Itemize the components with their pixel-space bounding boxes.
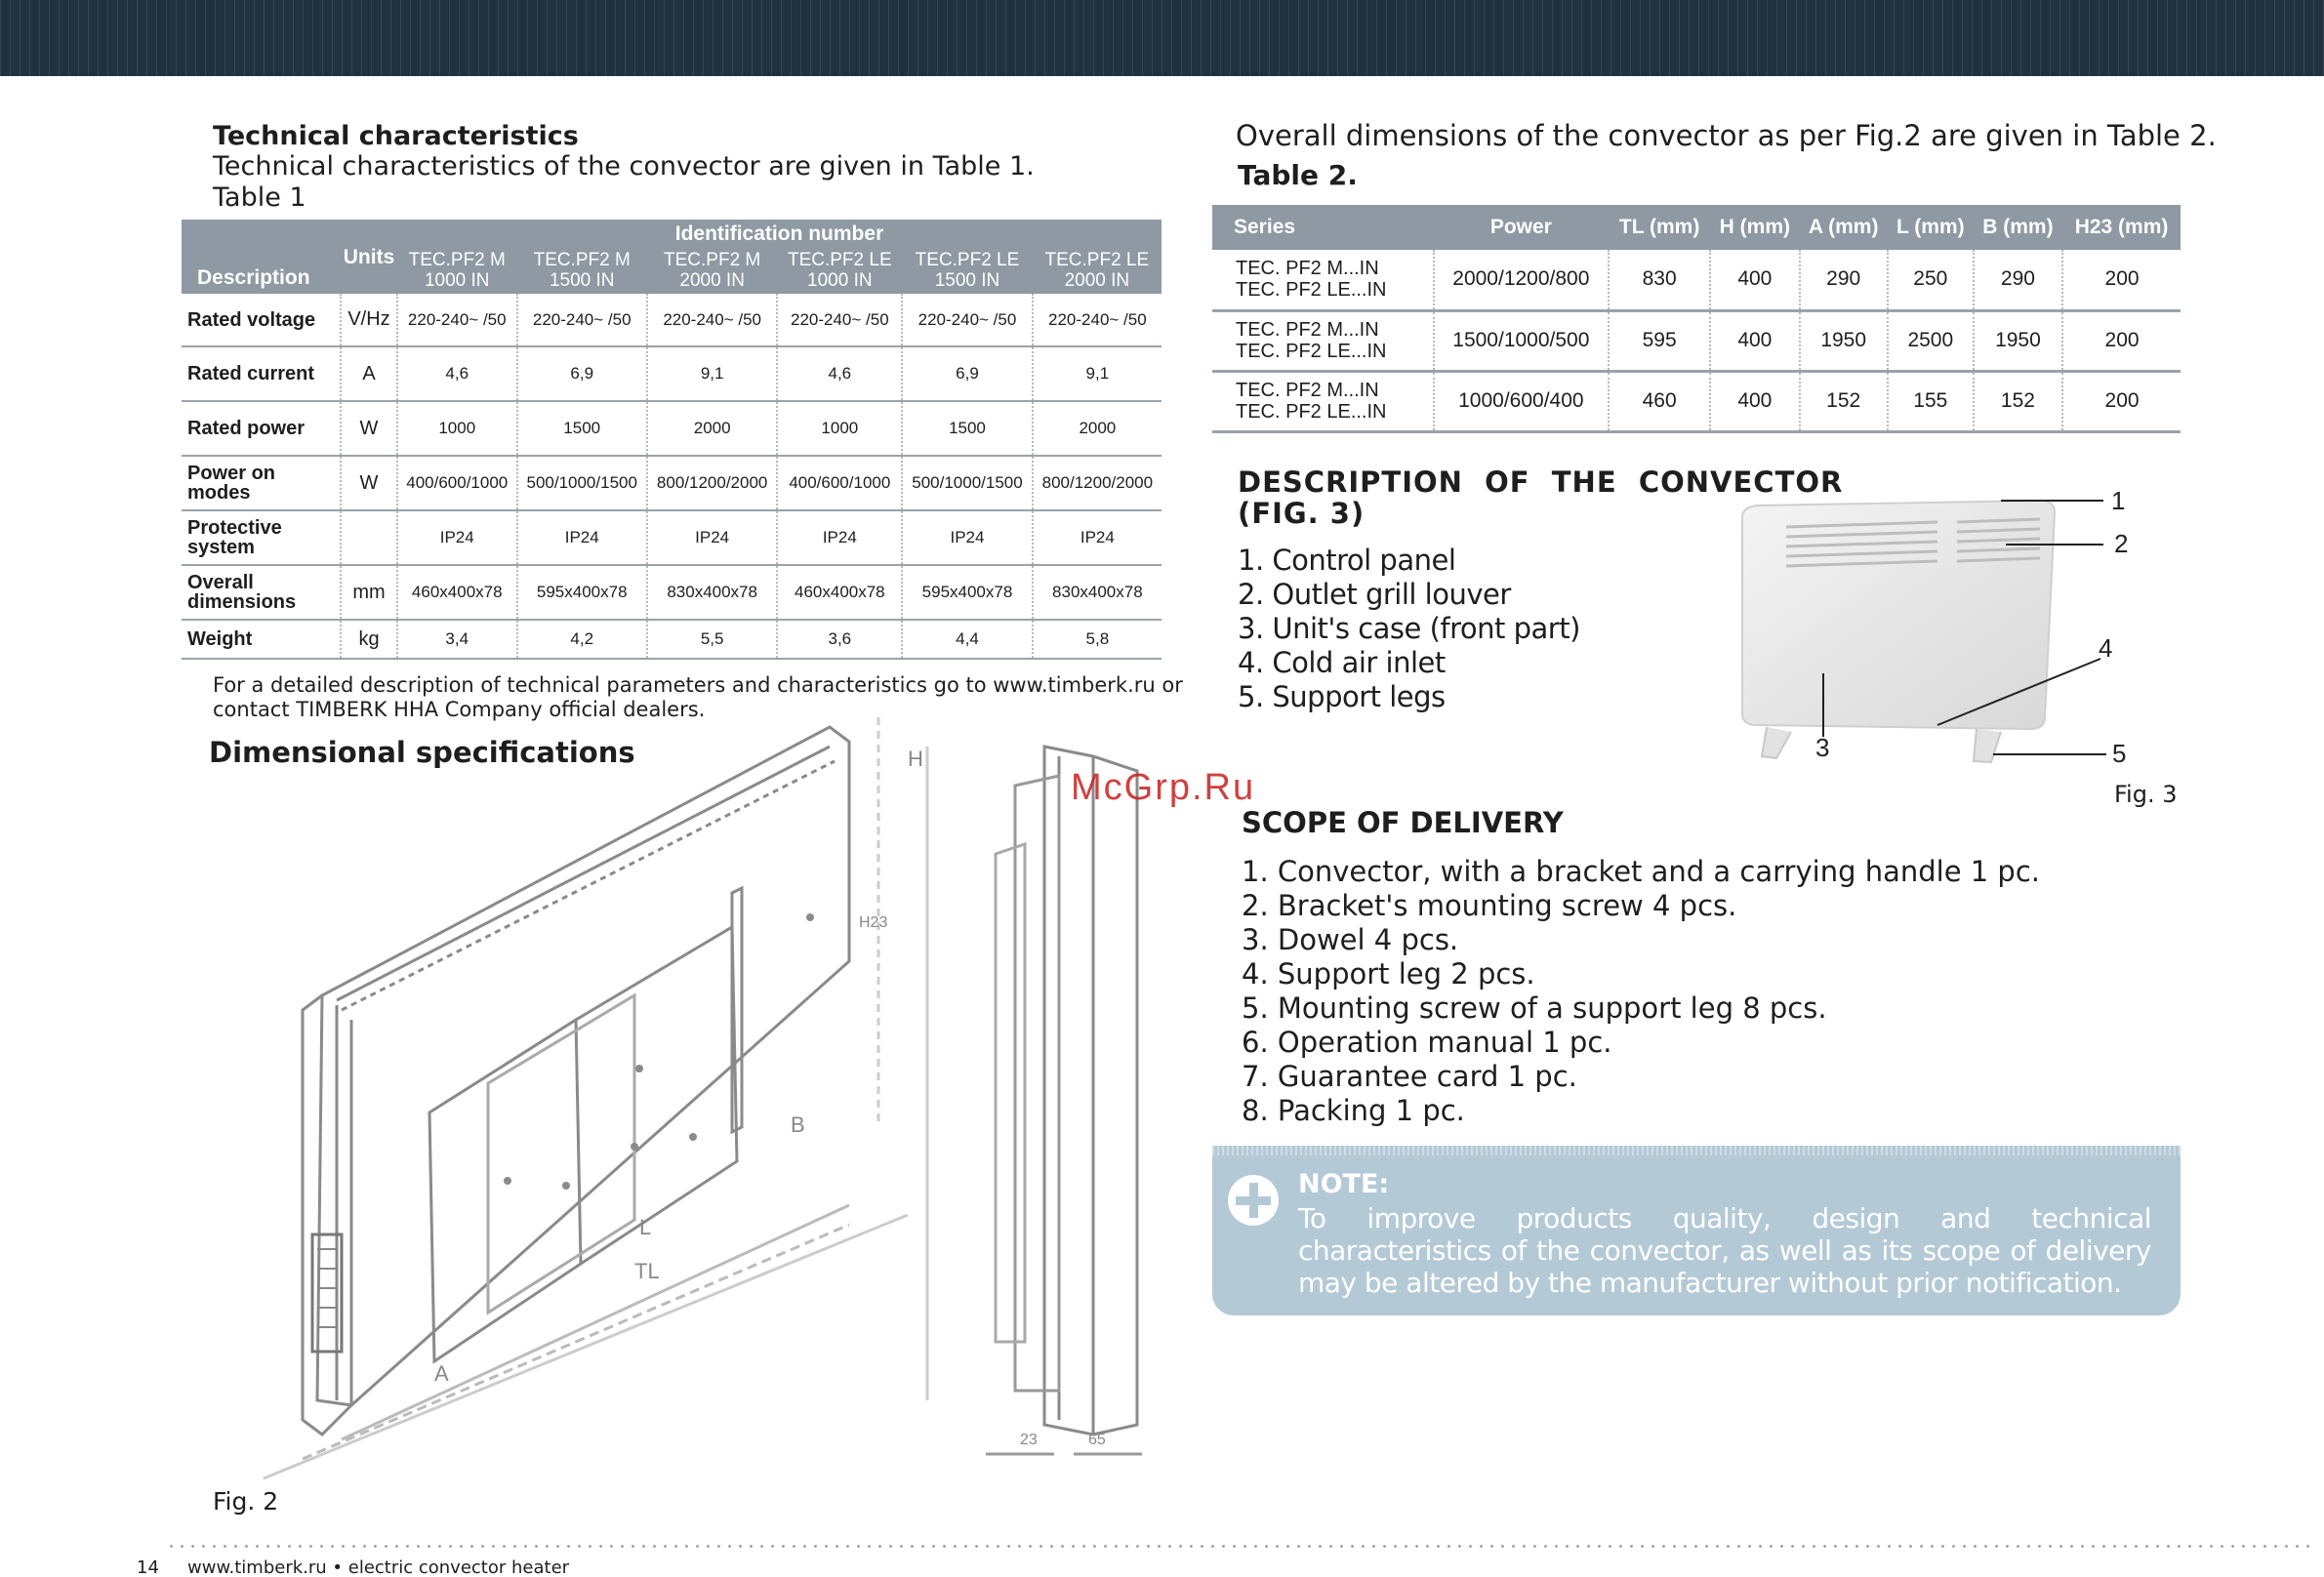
table2-header-cell: TL (mm)	[1618, 216, 1700, 238]
table1-row	[182, 456, 1162, 510]
footer-divider	[166, 1545, 2313, 1548]
table1-cell: 220-240~ /50	[647, 294, 777, 346]
page-number: 14	[137, 1557, 159, 1577]
table1-model-header-line: TEC.PF2 M	[533, 250, 631, 270]
fig2-label-b: B	[791, 1112, 805, 1137]
table2-header-cell: Series	[1234, 216, 1296, 238]
table1-cell: 4,6	[777, 346, 902, 401]
table1-cell: 500/1000/1500	[902, 456, 1032, 510]
table1-cell: 1000	[397, 401, 517, 456]
table1-model-header-line: 1000 IN	[424, 270, 490, 291]
table1-model-header-line: 1500 IN	[934, 270, 1000, 291]
table2-cell: 2000/1200/800	[1434, 250, 1609, 310]
fig3-callout-5: 5	[2112, 739, 2127, 768]
table1-cell: 220-240~ /50	[517, 294, 647, 346]
table2-header-cell: L (mm)	[1896, 216, 1965, 238]
description-item: 4. Cold air inlet	[1238, 646, 1446, 679]
table1-cell: 3,6	[777, 620, 902, 659]
scope-item: 2. Bracket's mounting screw 4 pcs.	[1242, 889, 1737, 922]
table1-model-header-line: TEC.PF2 LE	[787, 250, 892, 270]
description-item: 1. Control panel	[1238, 544, 1456, 577]
table1-model-header	[777, 247, 902, 294]
table-overall-dimensions	[1212, 205, 2181, 433]
table1-cell: IP24	[397, 510, 517, 565]
table1-model-header-line: TEC.PF2 LE	[1044, 250, 1150, 270]
section-title-scope: SCOPE OF DELIVERY	[1242, 806, 1564, 839]
table1-cell: 220-240~ /50	[902, 294, 1032, 346]
table1-model-header-line: TEC.PF2 LE	[915, 250, 1020, 270]
table1-cell: 400/600/1000	[397, 456, 517, 510]
table1-cell: 500/1000/1500	[517, 456, 647, 510]
table1-cell: 9,1	[647, 346, 777, 401]
table2-label: Table 2.	[1238, 159, 1358, 191]
table2-cell: 2500	[1888, 310, 1974, 371]
table2-series-line: TEC. PF2 LE...IN	[1236, 279, 1387, 302]
table2-cell: 200	[2062, 310, 2181, 371]
footer-text: www.timberk.ru • electric convector heater	[187, 1557, 570, 1577]
watermark: McGrp.Ru	[1071, 767, 1256, 808]
fig2-label-h23: H23	[859, 914, 888, 931]
table1-row-unit: kg	[341, 620, 397, 659]
scope-item: 1. Convector, with a bracket and a carrying handle 1 pc.	[1242, 855, 2040, 888]
table2-series-line: TEC. PF2 M...IN	[1236, 380, 1379, 401]
table2-cell: 830	[1609, 250, 1710, 310]
fig2-label-l: L	[639, 1215, 652, 1239]
table2-series-cell	[1212, 250, 1434, 310]
table1-row-unit: W	[341, 456, 397, 510]
table2-body	[1212, 250, 2181, 431]
note-box	[1212, 1146, 2181, 1315]
table1-cell: 4,2	[517, 620, 647, 659]
description-item: 3. Unit's case (front part)	[1238, 612, 1580, 645]
table1-cell: 830x400x78	[1033, 565, 1162, 620]
description-title-line2: (FIG. 3)	[1238, 497, 1366, 530]
fig3-callout-2: 2	[2114, 529, 2129, 558]
table1-model-header	[902, 247, 1032, 294]
table1-cell: 220-240~ /50	[1033, 294, 1162, 346]
scope-item: 4. Support leg 2 pcs.	[1242, 957, 1535, 991]
table2-cell: 152	[1974, 371, 2062, 431]
table2-cell: 1950	[1974, 310, 2062, 371]
note-text: To improve products quality, design and technical characteristics of the convector, as well as its scope of delivery may be altered by the manufacturer without prior notification.	[1298, 1202, 2151, 1299]
fig2-label-65: 65	[1088, 1432, 1106, 1448]
scope-list	[1242, 855, 2040, 1128]
table1-cell: 4,6	[397, 346, 517, 401]
description-item: 5. Support legs	[1238, 680, 1446, 713]
table1-row	[182, 294, 1162, 346]
table1-model-header-line: 2000 IN	[1064, 270, 1130, 291]
table1-cell: 460x400x78	[397, 565, 517, 620]
table2-intro: Overall dimensions of the convector as per Fig.2 are given in Table 2.	[1236, 119, 2217, 152]
table1-cell: 1000	[777, 401, 902, 456]
table1-row-label: Overall dimensions	[182, 565, 341, 620]
table1-row-label: Power on modes	[182, 456, 341, 510]
table1-cell: 2000	[647, 401, 777, 456]
table1-cell: 2000	[1033, 401, 1162, 456]
table2-header-cell: A (mm)	[1808, 216, 1879, 238]
table2-row	[1212, 310, 2181, 371]
table1-cell: IP24	[777, 510, 902, 565]
table1-cell: 460x400x78	[777, 565, 902, 620]
table2-series-line: TEC. PF2 M...IN	[1236, 258, 1379, 280]
table2-cell: 595	[1609, 310, 1710, 371]
table2-series-cell	[1212, 371, 1434, 431]
table1-description-header: Description	[197, 266, 310, 289]
table1-model-header	[1033, 247, 1162, 294]
table2-cell: 400	[1710, 250, 1799, 310]
table2-cell: 460	[1609, 371, 1710, 431]
table1-cell: 220-240~ /50	[397, 294, 517, 346]
fig2-dimension-drawing	[244, 717, 1210, 1488]
table1-cell: 800/1200/2000	[1033, 456, 1162, 510]
table1-cell: 800/1200/2000	[647, 456, 777, 510]
table2-header-cell: H23 (mm)	[2074, 216, 2169, 238]
table2-cell: 290	[1800, 250, 1888, 310]
table2-cell: 400	[1710, 310, 1799, 371]
fig2-label-23: 23	[1020, 1432, 1038, 1448]
top-banner	[0, 0, 2324, 76]
description-item: 2. Outlet grill louver	[1238, 578, 1511, 611]
table1-row	[182, 401, 1162, 456]
table1-model-header-line: TEC.PF2 M	[408, 250, 506, 270]
table1-cell: 3,4	[397, 620, 517, 659]
table1-row-label: Weight	[182, 620, 341, 659]
table1-row	[182, 620, 1162, 659]
table1-cell: 1500	[517, 401, 647, 456]
description-title-line1: DESCRIPTION OF THE CONVECTOR	[1238, 465, 1844, 499]
table2-series-cell	[1212, 310, 1434, 371]
table2-cell: 250	[1888, 250, 1974, 310]
fig2-label-tl: TL	[634, 1259, 660, 1283]
table2-cell: 155	[1888, 371, 1974, 431]
table1-cell: IP24	[1033, 510, 1162, 565]
table1-row-unit	[341, 510, 397, 565]
table2-cell: 1950	[1800, 310, 1888, 371]
scope-item: 6. Operation manual 1 pc.	[1242, 1026, 1612, 1059]
table1-row-label: Protective system	[182, 510, 341, 565]
table1-cell: 5,5	[647, 620, 777, 659]
table2-cell: 200	[2062, 250, 2181, 310]
scope-item: 5. Mounting screw of a support leg 8 pcs.	[1242, 991, 1827, 1025]
table1-cell: 5,8	[1033, 620, 1162, 659]
fig3-callout-1: 1	[2111, 486, 2126, 515]
table1-row-label: Rated power	[182, 401, 341, 456]
table1-cell: 6,9	[517, 346, 647, 401]
table2-header-cell: Power	[1489, 216, 1552, 238]
table1-cell: 6,9	[902, 346, 1032, 401]
scope-item: 3. Dowel 4 pcs.	[1242, 923, 1459, 956]
table1-units-header: Units	[343, 245, 395, 268]
table1-header-row-top	[182, 220, 1162, 247]
table1-model-header-line: TEC.PF2 M	[664, 250, 761, 270]
table2-header-cell: B (mm)	[1982, 216, 2054, 238]
table1-row-label: Rated voltage	[182, 294, 341, 346]
table2-header-row	[1212, 205, 2181, 250]
table1-model-header	[397, 247, 517, 294]
table1-model-header	[647, 247, 777, 294]
table1-cell: 220-240~ /50	[777, 294, 902, 346]
table1-identification-header: Identification number	[674, 222, 884, 245]
plus-circle-icon	[1228, 1175, 1279, 1226]
table1-row	[182, 346, 1162, 401]
table2-series-line: TEC. PF2 LE...IN	[1236, 401, 1387, 423]
table1-cell: IP24	[647, 510, 777, 565]
table2-header-cell: H (mm)	[1719, 216, 1791, 238]
table1-cell: 830x400x78	[647, 565, 777, 620]
fig3-caption: Fig. 3	[2114, 781, 2178, 808]
fig2-caption: Fig. 2	[213, 1487, 279, 1516]
fig3-callout-4: 4	[2099, 633, 2113, 663]
table2-cell: 1500/1000/500	[1434, 310, 1609, 371]
table1-row	[182, 565, 1162, 620]
fig3-convector-photo	[1718, 483, 2167, 776]
fig2-label-h: H	[908, 747, 923, 771]
table2-series-line: TEC. PF2 LE...IN	[1236, 341, 1387, 362]
table2-series-line: TEC. PF2 M...IN	[1236, 319, 1379, 341]
table1-row-unit: W	[341, 401, 397, 456]
table2-cell: 290	[1974, 250, 2062, 310]
table1-row	[182, 510, 1162, 565]
table2-row	[1212, 371, 2181, 431]
scope-item: 8. Packing 1 pc.	[1242, 1094, 1465, 1127]
description-list	[1238, 544, 1580, 714]
table1-body	[182, 294, 1162, 659]
table1-row-unit: V/Hz	[341, 294, 397, 346]
technical-note: For a detailed description of technical parameters and characteristics go to www.timberk.ru or contact TIMBERK HHA Company official dealers.	[213, 673, 1183, 721]
scope-item: 7. Guarantee card 1 pc.	[1242, 1060, 1577, 1093]
table2-cell: 1000/600/400	[1434, 371, 1609, 431]
note-title: NOTE:	[1298, 1169, 1390, 1199]
table1-cell: 1500	[902, 401, 1032, 456]
table1-cell: 595x400x78	[902, 565, 1032, 620]
table1-cell: 9,1	[1033, 346, 1162, 401]
table2-cell: 152	[1800, 371, 1888, 431]
table1-row-label: Rated current	[182, 346, 341, 401]
table1-label: Table 1	[213, 182, 306, 213]
section-subtitle-technical: Technical characteristics of the convector are given in Table 1.	[213, 151, 1035, 182]
section-title-dimensional: Dimensional specifications	[209, 736, 635, 769]
section-title-technical: Technical characteristics	[213, 121, 579, 151]
table1-cell: IP24	[517, 510, 647, 565]
table1-row-unit: A	[341, 346, 397, 401]
table1-cell: 4,4	[902, 620, 1032, 659]
table1-model-header-line: 1000 IN	[807, 270, 873, 291]
table1-row-unit: mm	[341, 565, 397, 620]
fig3-callout-3: 3	[1815, 733, 1830, 762]
table2-row	[1212, 250, 2181, 310]
fig2-label-a: A	[434, 1361, 449, 1386]
table1-model-header-line: 1500 IN	[549, 270, 615, 291]
table1-cell: IP24	[902, 510, 1032, 565]
table2-cell: 400	[1710, 371, 1799, 431]
table2-cell: 200	[2062, 371, 2181, 431]
table1-model-header-line: 2000 IN	[679, 270, 745, 291]
table1-model-header	[517, 247, 647, 294]
table-technical-characteristics	[182, 220, 1162, 660]
table1-cell: 400/600/1000	[777, 456, 902, 510]
table1-cell: 595x400x78	[517, 565, 647, 620]
